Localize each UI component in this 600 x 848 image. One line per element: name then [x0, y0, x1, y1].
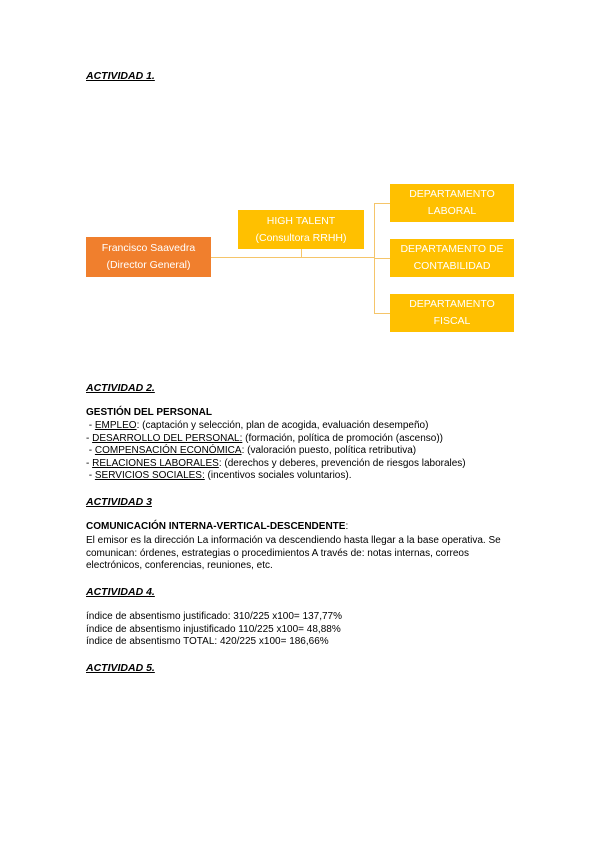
list-item-prefix: - [86, 470, 95, 482]
list-item-desc: (valoración puesto, política retributiva) [244, 445, 417, 457]
comunicacion-title [86, 521, 526, 534]
consultora-box [238, 210, 364, 249]
actividad-2-heading: ACTIVIDAD 2. [86, 382, 155, 394]
actividad-3-heading: ACTIVIDAD 3 [86, 496, 152, 508]
list-item [86, 433, 526, 446]
dept-contabilidad-box [390, 239, 514, 277]
list-item-desc: (incentivos sociales voluntarios). [204, 470, 352, 482]
list-item-sep: : [218, 457, 222, 469]
absentismo-injustificado: índice de absentismo injustificado 110/225 x100= 48,88% [86, 623, 341, 635]
dept-fiscal-box [390, 294, 514, 332]
list-item-prefix: - [86, 445, 95, 457]
connector-dept-contabilidad [374, 258, 390, 259]
dept-fiscal-line2: FISCAL [433, 315, 471, 327]
list-item-desc: (captación y selección, plan de acogida, evaluación desempeño) [139, 420, 429, 431]
connector-dept-laboral [374, 203, 390, 204]
list-item-prefix: - [86, 420, 95, 431]
director-role: (Director General) [106, 259, 191, 271]
consultora-name: HIGH TALENT [266, 214, 336, 227]
dept-laboral-box [390, 184, 514, 222]
list-item-prefix: - [86, 432, 93, 444]
dept-laboral-line1: DEPARTAMENTO [409, 188, 495, 200]
actividad-1-heading: ACTIVIDAD 1. [86, 70, 155, 82]
list-item-prefix: - [86, 457, 93, 469]
comunicacion-paragraph: El emisor es la dirección La información va descendiendo hasta llegar a la base operativa. Se comunican: órdenes, estrategias o procedimientos A través de: notas internas, correos electrónicos, conferencias, reuniones, etc. [86, 535, 501, 572]
list-item-term: EMPLEO [94, 420, 137, 431]
dept-contabilidad-line2: CONTABILIDAD [413, 260, 491, 272]
actividad-4-heading: ACTIVIDAD 4. [86, 586, 155, 598]
connector-dept-fiscal [374, 313, 390, 314]
dept-contabilidad-line1: DEPARTAMENTO DE [400, 243, 504, 255]
gestion-personal-list [86, 420, 526, 483]
absentismo-total: índice de absentismo TOTAL: 420/225 x100= 186,66% [86, 636, 329, 648]
consultora-role: (Consultora RRHH) [255, 231, 347, 244]
director-name: Francisco Saavedra [101, 242, 196, 254]
comunicacion-title-suffix: : [345, 521, 349, 532]
list-item-desc: (formación, política de promoción (ascenso)) [242, 432, 443, 444]
list-item-term: COMPENSACIÓN ECONÓMICA [94, 445, 242, 457]
list-item-term: RELACIONES LABORALES [92, 457, 219, 469]
connector-main [211, 257, 374, 258]
gestion-personal-title: GESTIÓN DEL PERSONAL [86, 407, 212, 418]
list-item [86, 420, 526, 433]
list-item-term: SERVICIOS SOCIALES: [94, 470, 205, 482]
list-item-sep: : [136, 420, 140, 431]
list-item [86, 445, 526, 458]
absentismo-justificado: índice de absentismo justificado: 310/225 x100= 137,77% [86, 611, 343, 622]
list-item-term: DESARROLLO DEL PERSONAL: [92, 432, 243, 444]
connector-consultora [301, 249, 302, 258]
comunicacion-title-text: COMUNICACIÓN INTERNA-VERTICAL-DESCENDENTE [86, 521, 346, 532]
list-item-desc: (derechos y deberes, prevención de riesgos laborales) [221, 457, 466, 469]
dept-fiscal-line1: DEPARTAMENTO [409, 298, 495, 310]
actividad-5-heading: ACTIVIDAD 5. [86, 662, 155, 674]
absentismo-list [86, 611, 526, 649]
director-box [86, 237, 211, 277]
list-item [86, 458, 526, 471]
dept-laboral-line2: LABORAL [427, 205, 477, 217]
list-item-sep: : [241, 445, 245, 457]
list-item [86, 470, 526, 483]
